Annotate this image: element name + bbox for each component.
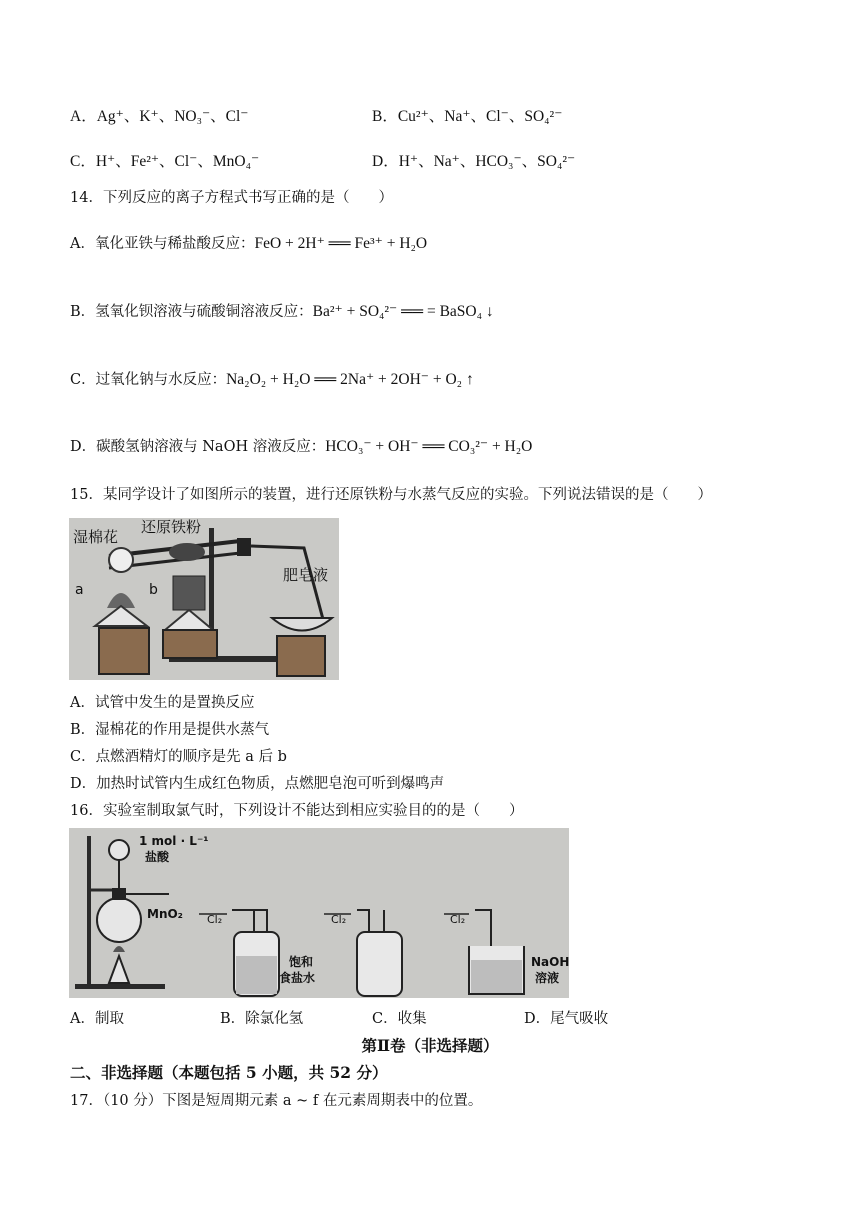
q14-option-b <box>70 302 494 322</box>
q16-chlorine-figure <box>69 828 569 998</box>
q16-option-b: B．除氯化氢 <box>220 1011 304 1027</box>
q14-a-text: A．氧化亚铁与稀盐酸反应： <box>70 236 255 252</box>
label-naoh-1: NaOH <box>531 955 569 969</box>
q15-option-d: D．加热时试管内生成红色物质，点燃肥皂泡可听到爆鸣声 <box>70 776 445 792</box>
q16-option-d: D．尾气吸收 <box>524 1011 609 1027</box>
label-b: b <box>149 582 158 598</box>
q14-d-equation: HCO₃⁻ + OH⁻ ══ CO₃²⁻ + H₂O <box>325 438 533 455</box>
q15-apparatus-figure <box>69 518 339 680</box>
label-hcl: 盐酸 <box>145 850 170 864</box>
q16-option-a: A．制取 <box>70 1011 124 1027</box>
section2-title: 二、非选择题（本题包括 5 小题，共 52 分） <box>70 1063 388 1082</box>
label-naoh-2: 溶液 <box>535 971 560 985</box>
q13-option-c: C．H⁺、Fe²⁺、Cl⁻、MnO₄⁻ <box>70 153 260 170</box>
part2-title: 第Ⅱ卷（非选择题） <box>361 1036 499 1055</box>
q13-option-a: A．Ag⁺、K⁺、NO₃⁻、Cl⁻ <box>70 108 249 125</box>
q13-option-b: B．Cu²⁺、Na⁺、Cl⁻、SO₄²⁻ <box>372 108 563 125</box>
q14-c-text: C．过氧化钠与水反应： <box>70 372 227 388</box>
label-concentration: 1 mol · L⁻¹ <box>139 834 209 848</box>
label-cl2-c: Cl₂ <box>331 913 347 926</box>
label-brine-1: 饱和 <box>289 955 314 969</box>
q14-b-text: B．氢氧化钡溶液与硫酸铜溶液反应： <box>70 304 313 320</box>
label-cl2-d: Cl₂ <box>450 913 466 926</box>
label-brine-2: 食盐水 <box>279 971 316 985</box>
q13-option-d: D．H⁺、Na⁺、HCO₃⁻、SO₄²⁻ <box>372 153 576 170</box>
q16-chlorine-drawing <box>69 828 569 998</box>
q15-stem: 15．某同学设计了如图所示的装置，进行还原铁粉与水蒸气反应的实验。下列说法错误的是（ ） <box>70 487 712 503</box>
q15-option-b: B．湿棉花的作用是提供水蒸气 <box>70 722 270 738</box>
q14-c-equation: Na₂O₂ + H₂O ══ 2Na⁺ + 2OH⁻ + O₂ ↑ <box>226 371 474 388</box>
q15-apparatus-drawing <box>69 518 339 680</box>
q15-option-c: C．点燃酒精灯的顺序是先 a 后 b <box>70 749 287 765</box>
q14-d-text: D．碳酸氢钠溶液与 NaOH 溶液反应： <box>70 439 326 455</box>
q14-stem: 14．下列反应的离子方程式书写正确的是（ ） <box>70 190 393 206</box>
label-mno2: MnO₂ <box>147 907 183 921</box>
q14-option-a <box>70 234 427 254</box>
q14-option-c <box>70 370 474 390</box>
q14-b-equation: Ba²⁺ + SO₄²⁻ ══ = BaSO₄ ↓ <box>312 303 494 320</box>
label-a: a <box>75 582 84 598</box>
label-iron-powder: 还原铁粉 <box>141 518 202 536</box>
q14-option-d <box>70 437 532 457</box>
label-cl2-b: Cl₂ <box>207 913 223 926</box>
q16-option-c: C．收集 <box>372 1011 427 1027</box>
q15-option-a: A．试管中发生的是置换反应 <box>70 695 255 711</box>
q14-a-equation: FeO + 2H⁺ ══ Fe³⁺ + H₂O <box>254 235 428 252</box>
label-wet-cotton: 湿棉花 <box>73 528 119 546</box>
label-soap: 肥皂液 <box>283 566 329 584</box>
q16-stem: 16．实验室制取氯气时，下列设计不能达到相应实验目的的是（ ） <box>70 803 524 819</box>
q17-stem: 17．（10 分）下图是短周期元素 a ~ f 在元素周期表中的位置。 <box>70 1093 483 1109</box>
